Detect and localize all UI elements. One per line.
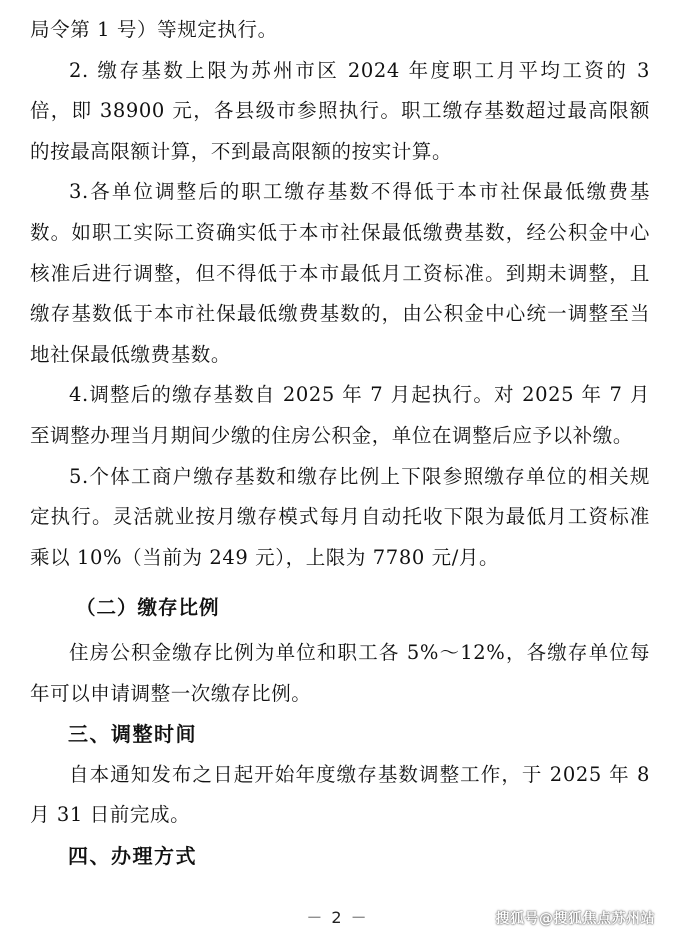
paragraph-continuation: 局令第 1 号）等规定执行。 [30,18,278,41]
paragraph-item-2: 2. 缴存基数上限为苏州市区 2024 年度职工月平均工资的 3 倍，即 38900 元，各县级市参照执行。职工缴存基数超过最高限额的按最高限额计算，不到最高限额的按实计算。 [30,58,650,163]
paragraph-adjustment-time: 自本通知发布之日起开始年度缴存基数调整工作，于 2025 年 8 月 31 日前完成。 [30,762,650,827]
paragraph-item-3: 3.各单位调整后的职工缴存基数不得低于本市社保最低缴费基数。如职工实际工资确实低于本市社保最低缴费基数，经公积金中心核准后进行调整，但不得低于本市最低月工资标准。到期未调整，且缴存基数低于本市社保最低缴费基数的，由公积金中心统一调整至当地社保最低缴费基数。 [30,180,650,366]
subheading-contribution-ratio: （二）缴存比例 [76,596,220,620]
page-number: － 2 － [306,908,369,927]
section-heading-adjustment-time: 三、调整时间 [68,722,197,747]
spacer [30,578,650,588]
section-heading-processing-method: 四、办理方式 [68,843,197,868]
watermark-text: 搜狐号@搜狐焦点苏州站 [495,911,655,927]
document-body [30,0,650,876]
paragraph-contribution-ratio: 住房公积金缴存比例为单位和职工各 5%～12%，各缴存单位每年可以申请调整一次缴存比例。 [30,640,650,705]
paragraph-item-4: 4.调整后的缴存基数自 2025 年 7 月起执行。对 2025 年 7 月至调整办理当月期间少缴的住房公积金，单位在调整后应予以补缴。 [30,383,650,447]
paragraph-item-5: 5.个体工商户缴存基数和缴存比例上下限参照缴存单位的相关规定执行。灵活就业按月缴存模式每月自动托收下限为最低月工资标准乘以 10%（当前为 249 元），上限为 7780 元/月。 [30,464,650,569]
